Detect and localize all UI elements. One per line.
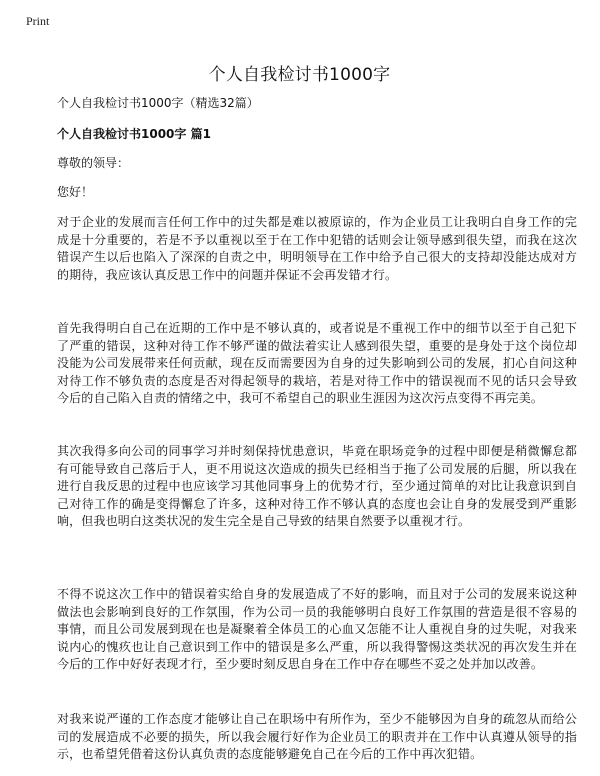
body-paragraph: 首先我得明白自己在近期的工作中是不够认真的，或者说是不重视工作中的细节以至于自己犯下了严重的错误，这种对待工作不够严谨的做法着实让人感到很失望，重要的是身处于这个岗位却没能为公司发展带来任何贡献，现在反而需要因为自身的过失影响到公司的发展，扪心自问这种对待工作不够负责的态度是否对得起领导的栽培，若是对待工作中的错误视而不见的话只会导致今后的自己陷入自责的情绪之中，我可不希望自己的职业生涯因为这次污点变得不再完美。 <box>57 321 577 406</box>
body-paragraph: 对我来说严谨的工作态度才能够让自己在职场中有所作为，至少不能够因为自身的疏忽从而给公司的发展造成不必要的损失，所以我会履行好作为企业员工的职责并在工作中认真遵从领导的指示，也希望凭借着这份认真负责的态度能够避免自己在今后的工作中再次犯错。 <box>57 712 577 762</box>
body-paragraph: 不得不说这次工作中的错误着实给自身的发展造成了不好的影响，而且对于公司的发展来说这种做法也会影响到良好的工作氛围，作为公司一员的我能够明白良好工作氛围的营造是很不容易的事情，而且公司发展到现在也是凝聚着全体员工的心血又怎能不让人重视自身的过失呢，对我来说内心的愧疚也让自己意识到工作中的错误是多么严重，所以我得警惕这类状况的再次发生并在今后的工作中好好表现才行，至少要时刻反思自身在工作中存在哪些不妥之处并加以改善。 <box>57 587 577 672</box>
document-subtitle: 个人自我检讨书1000字（精选32篇） <box>57 96 259 110</box>
body-paragraph: 对于企业的发展而言任何工作中的过失都是难以被原谅的，作为企业员工让我明白自身工作的完成是十分重要的，若是不予以重视以至于在工作中犯错的话则会让领导感到很失望，而我在这次错误产生以后也陷入了深深的自责之中，明明领导在工作中给予自己很大的支持却没能达成对方的期待，我应该认真反思工作中的问题并保证不会再发错才行。 <box>57 215 577 282</box>
greeting: 您好！ <box>57 185 94 199</box>
section-heading: 个人自我检讨书1000字 篇1 <box>57 127 211 141</box>
document-title: 个人自我检讨书1000字 <box>208 65 391 86</box>
body-paragraph: 其次我得多向公司的同事学习并时刻保持忧患意识，毕竟在职场竞争的过程中即便是稍微懈怠都有可能导致自己落后于人，更不用说这次造成的损失已经相当于拖了公司发展的后腿，所以我在进行自我反思的过程中也应该学习其他同事身上的优势才行，至少通过简单的对比让我意识到自己对待工作的确是变得懈怠了许多，这种对待工作不够认真的态度也会让自身的发展受到严重影响，但我也明白这类状况的发生完全是自己导致的结果自然要予以重视才行。 <box>57 444 577 529</box>
salutation: 尊敬的领导： <box>57 156 130 170</box>
print-link[interactable]: Print <box>26 14 50 28</box>
